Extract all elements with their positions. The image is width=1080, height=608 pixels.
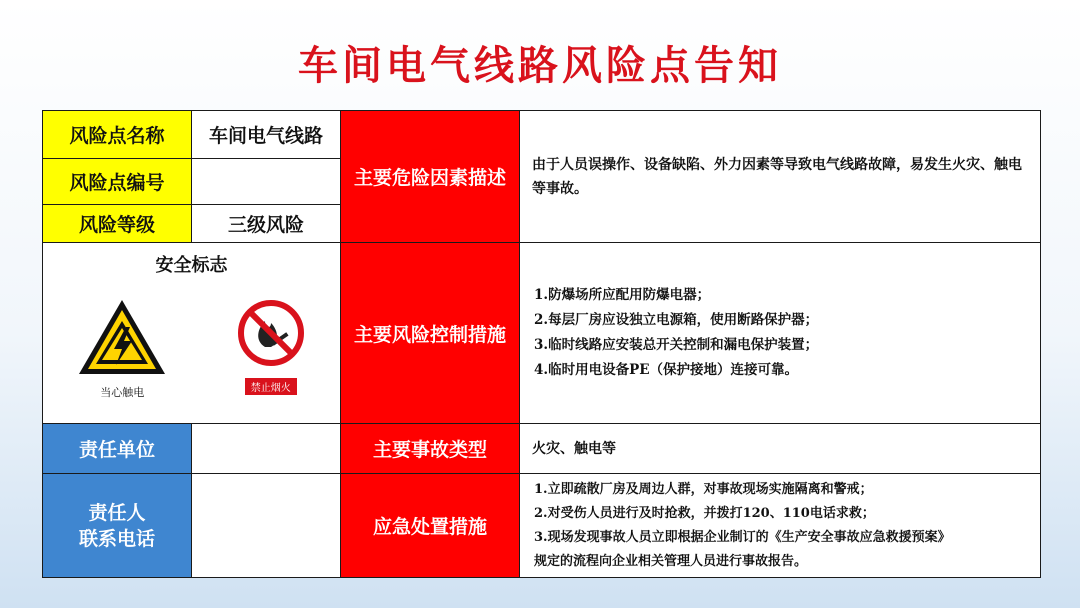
electric-shock-sign (76, 297, 168, 400)
responsible-person-label (43, 474, 192, 577)
risk-point-code-label: 风险点编号 (43, 159, 192, 205)
accident-type-value: 火灾、触电等 (520, 424, 1040, 474)
risk-level-value: 三级风险 (192, 205, 341, 243)
risk-control-list (520, 243, 1040, 424)
risk-control-label: 主要风险控制措施 (341, 243, 520, 424)
risk-point-name-label: 风险点名称 (43, 111, 192, 159)
accident-type-label: 主要事故类型 (341, 424, 520, 474)
no-fire-caption: 禁止烟火 (245, 378, 297, 395)
risk-point-code-value (192, 159, 341, 205)
risk-notice-table (42, 110, 1041, 578)
risk-level-label: 风险等级 (43, 205, 192, 243)
responsible-unit-value (192, 424, 341, 474)
safety-signs-title: 安全标志 (155, 255, 228, 276)
no-open-flame-icon (235, 297, 307, 374)
risk-control-item: 1.防爆场所应配用防爆电器； (534, 287, 711, 303)
safety-signs-panel (43, 243, 341, 424)
responsible-person-value (192, 474, 341, 577)
hazard-description-label: 主要危险因素描述 (341, 111, 520, 243)
risk-control-item: 4.临时用电设备PE（保护接地）连接可靠。 (534, 362, 799, 378)
risk-control-item: 2.每层厂房应设独立电源箱，使用断路保护器； (534, 312, 819, 328)
emergency-measure-item: 规定的流程向企业相关管理人员进行事故报告。 (534, 553, 808, 569)
responsible-person-label-line1: 责任人 (88, 501, 146, 524)
no-fire-sign (235, 297, 307, 400)
emergency-measure-item: 2.对受伤人员进行及时抢救，并拨打120、110电话求救； (534, 505, 875, 521)
emergency-measures-label: 应急处置措施 (341, 474, 520, 577)
electric-shock-caption: 当心触电 (100, 386, 145, 399)
page-title: 车间电气线路风险点告知 (298, 43, 782, 89)
risk-control-item: 3.临时线路应安装总开关控制和漏电保护装置； (534, 337, 819, 353)
emergency-measures-list (520, 474, 1040, 577)
hazard-description-text: 由于人员误操作、设备缺陷、外力因素等导致电气线路故障，易发生火灾、触电等事故。 (520, 111, 1040, 243)
electric-shock-warning-icon (76, 297, 168, 382)
responsible-person-label-line2: 联系电话 (78, 527, 155, 550)
risk-point-name-value: 车间电气线路 (192, 111, 341, 159)
emergency-measure-item: 1.立即疏散厂房及周边人群，对事故现场实施隔离和警戒； (534, 481, 873, 497)
emergency-measure-item: 3.现场发现事故人员立即根据企业制订的《生产安全事故应急救援预案》 (534, 529, 951, 545)
responsible-unit-label: 责任单位 (43, 424, 192, 474)
